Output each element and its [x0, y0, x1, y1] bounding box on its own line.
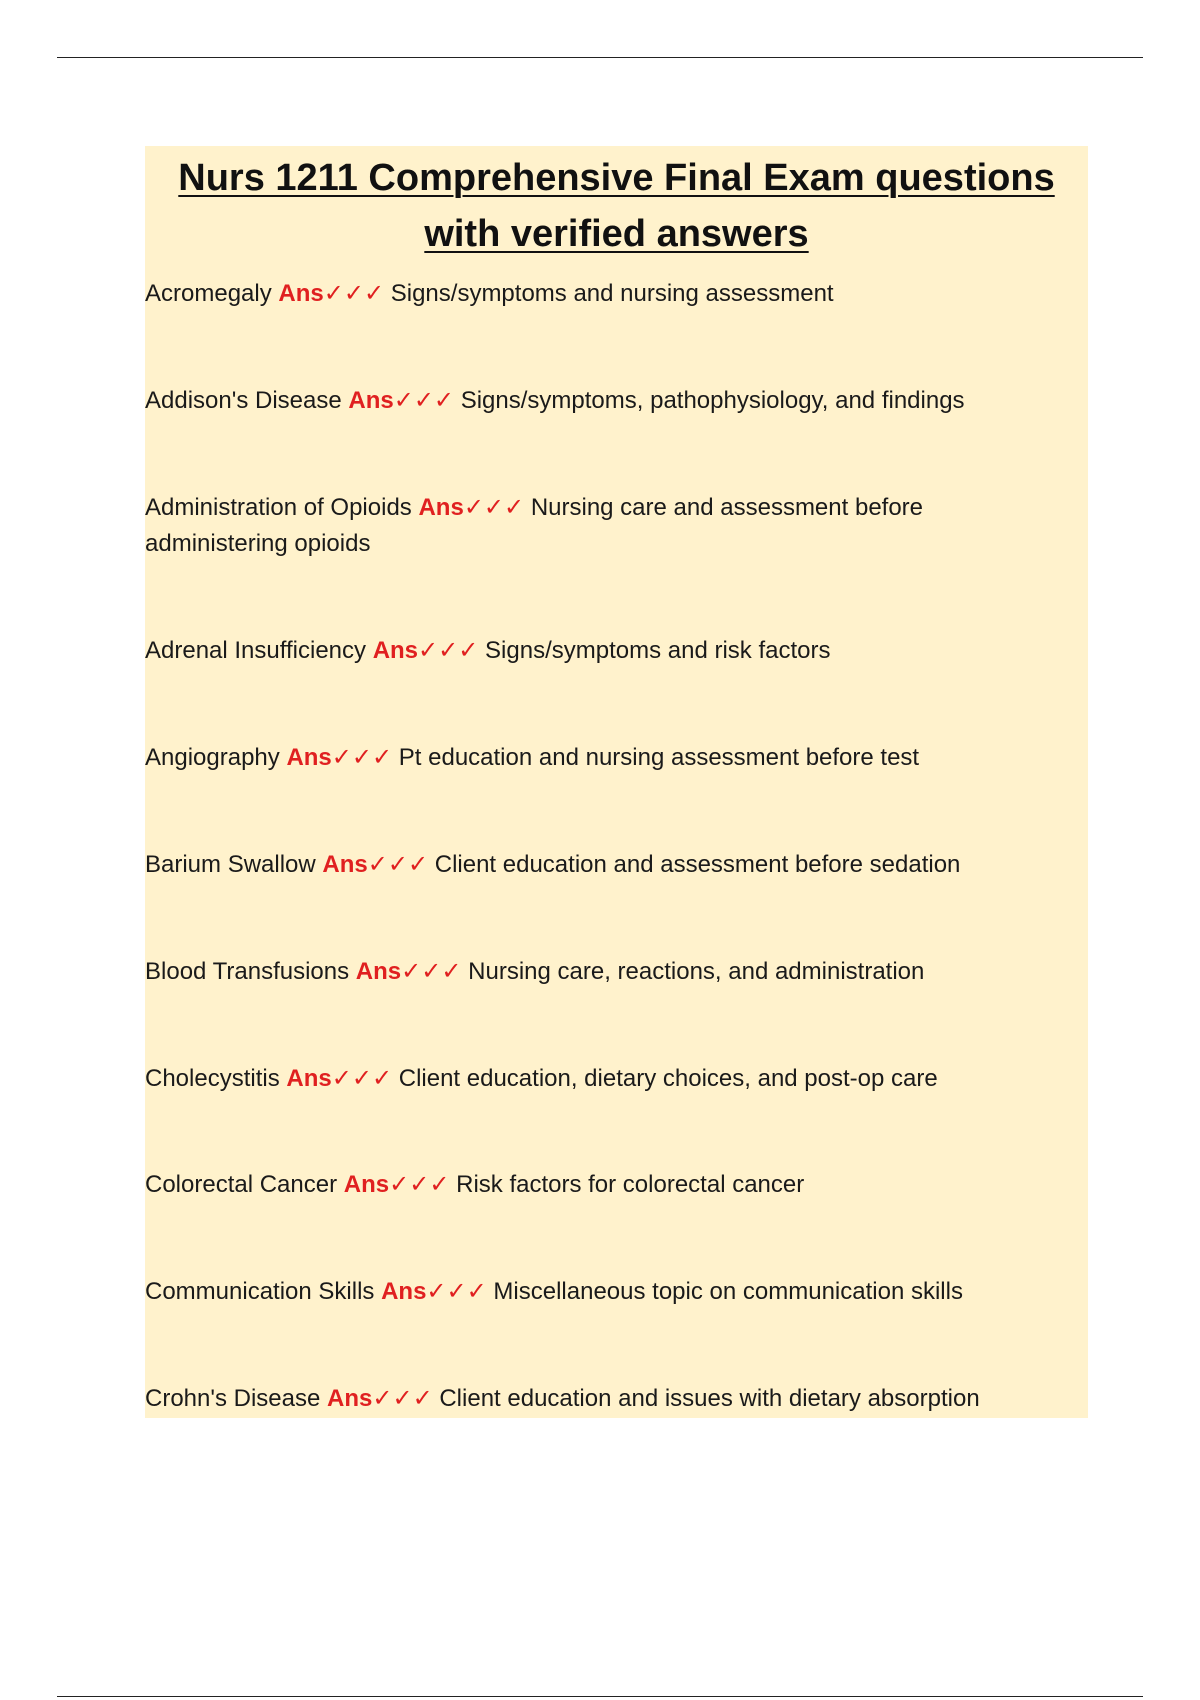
check-marks: ✓✓✓ [323, 280, 385, 307]
entry-topic: Administration of Opioids [145, 494, 412, 521]
entry-topic: Acromegaly [145, 280, 272, 307]
qa-entry [145, 1061, 1045, 1097]
check-marks: ✓✓✓ [389, 1171, 450, 1198]
entry-answer: Risk factors for colorectal cancer [456, 1171, 805, 1198]
entry-answer: Client education, dietary choices, and post-op care [398, 1065, 938, 1092]
highlighted-content [145, 146, 1088, 1418]
check-marks: ✓✓✓ [367, 851, 429, 878]
entry-topic: Communication Skills [145, 1278, 375, 1305]
ans-label: Ans [355, 958, 402, 985]
entry-answer: Pt education and nursing assessment before test [398, 744, 920, 771]
check-marks: ✓✓✓ [393, 387, 455, 414]
qa-entry [145, 1167, 1045, 1203]
entry-topic: Crohn's Disease [145, 1385, 321, 1412]
check-marks: ✓✓✓ [418, 637, 479, 664]
qa-entry [145, 490, 1005, 562]
ans-label: Ans [418, 494, 464, 521]
ans-label: Ans [286, 1065, 332, 1092]
top-rule [57, 57, 1143, 58]
entry-answer: Client education and issues with dietary absorption [439, 1385, 980, 1412]
check-marks: ✓✓✓ [372, 1385, 433, 1412]
ans-label: Ans [286, 744, 332, 771]
document-title: Nurs 1211 Comprehensive Final Exam questions with verified answers [178, 157, 1055, 255]
entry-topic: Barium Swallow [145, 851, 316, 878]
ans-label: Ans [278, 280, 324, 307]
ans-label: Ans [348, 387, 394, 414]
check-marks: ✓✓✓ [426, 1278, 487, 1305]
qa-entry [145, 847, 1045, 883]
qa-entry [145, 1274, 1045, 1310]
check-marks: ✓✓✓ [463, 494, 525, 521]
ans-label: Ans [372, 637, 419, 664]
entry-answer: Signs/symptoms, pathophysiology, and findings [460, 387, 965, 414]
entry-answer: Signs/symptoms and nursing assessment [390, 280, 834, 307]
entry-topic: Angiography [145, 744, 280, 771]
qa-entry [145, 740, 1045, 776]
ans-label: Ans [343, 1171, 390, 1198]
entry-topic: Colorectal Cancer [145, 1171, 338, 1198]
entry-answer: Nursing care and assessment before administering opioids [145, 494, 924, 557]
ans-label: Ans [381, 1278, 427, 1305]
entry-topic: Cholecystitis [145, 1065, 280, 1092]
check-marks: ✓✓✓ [331, 1065, 393, 1092]
ans-label: Ans [327, 1385, 373, 1412]
qa-entry [145, 1381, 1045, 1417]
check-marks: ✓✓✓ [401, 958, 462, 985]
entry-topic: Adrenal Insufficiency [145, 637, 367, 664]
entry-answer: Client education and assessment before sedation [434, 851, 961, 878]
bottom-rule [57, 1696, 1143, 1697]
entry-answer: Nursing care, reactions, and administration [468, 958, 925, 985]
qa-entry [145, 954, 1045, 990]
qa-entry [145, 276, 1045, 312]
qa-entry [145, 383, 1045, 419]
entry-topic: Blood Transfusions [145, 958, 350, 985]
entry-answer: Miscellaneous topic on communication skills [493, 1278, 963, 1305]
qa-entry [145, 633, 1045, 669]
ans-label: Ans [322, 851, 368, 878]
entry-answer: Signs/symptoms and risk factors [485, 637, 831, 664]
entry-topic: Addison's Disease [145, 387, 342, 414]
check-marks: ✓✓✓ [331, 744, 393, 771]
